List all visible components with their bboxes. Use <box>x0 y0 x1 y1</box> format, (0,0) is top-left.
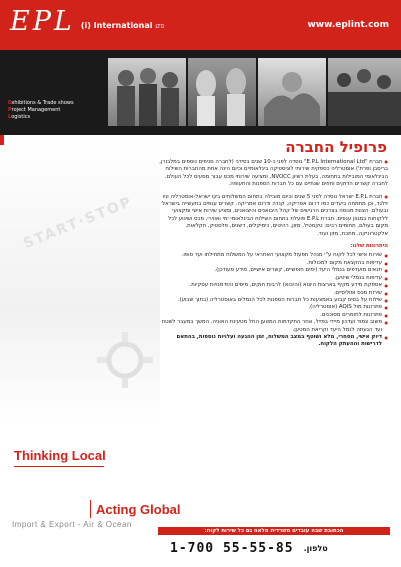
tagline-import-export: Import & Export - Air & Ocean <box>12 520 132 529</box>
phone-row <box>170 541 328 556</box>
list-item: ● פתרונות מול AQIS (אוסטרליה). <box>158 304 388 311</box>
list-item: ● שירות מכס ופוליסיים. <box>158 290 388 297</box>
profile-paragraph: ● חברת E.P.L ישראל נוסדה לפני 5 שנים וכיום מובילה בתחום המשלוחים בקו ישראל-אוסטרליה וניו זילנד, וכן מתמחה ביעדים כמו דרום אפריקה, קנדה ודרום אמריקה. קשרים ענפים בתעשייה בישראל ובעולם. הצוות מנוסה בצרכים הרגישים של קהל היבואנים והיצואנים, ומציע שירות אישי ומקצועי ללקוחות במגוון ענפים. חברת E.P.L פועלת בתחום השילוח הבינלאומי ימי ואווירי, מכס ושינוע לכל מקום בעולם, תחומים רבים: טקסטיל, מזון, רהיטים, כימיקלים, דשנים, פלסטיק, חקלאות, אלקטרוניקה, מתכת, מזון ועוד. <box>158 193 388 238</box>
profile-text-column <box>158 158 388 349</box>
list-item: ● פתרונות לחומרים מסוכנים. <box>158 312 388 319</box>
list-item: ● משוב צמוד ועדכון מיידי במייל, אחר התקדמות המטען החל מטעינת האוניה, המשך במעבר לשטח ועד הגעתה לנמל היעד וקריאת המטען. <box>158 319 388 334</box>
photo-hands <box>258 58 326 126</box>
header-band <box>0 0 401 50</box>
service-item: Exhibitions & Trade shows <box>8 100 74 106</box>
logo <box>10 8 164 35</box>
cta-bar: הכתובת שבה עובדים משרדית מלאה גם כל שירות לקוח: <box>158 527 390 535</box>
service-item: Logistics <box>8 114 31 120</box>
tagline-thinking-local: Thinking Local <box>14 448 106 463</box>
list-item: ● עדיפות בהקצאת מקום למכולות. <box>158 260 388 267</box>
page-title: פרופיל החברה <box>285 138 387 156</box>
stamp-watermark: START·STOP <box>21 193 135 253</box>
advantages-heading: היתרונות שלנו: <box>350 243 388 250</box>
list-item: ● עדיפות בנמלי שיטען. <box>158 275 388 282</box>
services-list <box>8 100 74 121</box>
logo-mark: EPL <box>10 6 75 37</box>
tagline-rule-vertical <box>90 500 91 518</box>
service-item: Project Management <box>8 107 61 113</box>
photo-statues <box>188 58 256 126</box>
phone-label: טלפון. <box>303 544 328 553</box>
tagline-rule <box>14 466 104 467</box>
list-item: ● דיוק אישי, מסחרי, מלא ושוטף במצב המשלוח, זמן ההגעה ועלויות נוספות, בהתאם לדרישות וההעתק הלקוח. <box>158 334 388 349</box>
gear-icon <box>95 330 155 390</box>
list-item: ● שירות אישי לכל לקוח ע"י מנהל תפעול מקצועי האחראי על המשלוח מתחילתו ועד סופו. <box>158 252 388 259</box>
advantages-list <box>158 252 388 348</box>
list-item: ● שילוח על בסיס קבוע באמצעות כל חברות הספנות לכל הנמלים באוסטרליה (בתוך שבוע). <box>158 297 388 304</box>
photo-crowd <box>328 58 401 126</box>
list-item: ● אספקת מידע מקיף בארצות היצוא (והיבוא) לרבות חוקים, מיסים והזדמנויות עסקיות. <box>158 282 388 289</box>
accent-bar <box>0 135 4 145</box>
photo-people <box>108 58 186 126</box>
phone-number[interactable]: 1-700 55-55-85 <box>170 541 294 556</box>
company-name: (i) International LTD <box>80 21 165 30</box>
profile-paragraph: ● חברת "E.P.L International Ltd" נוסדה לפני כ-10 שנים בסידני (לחברה סניפים נוספים במלבורן, בריסבן ופרת') אוסטרליה כספקית שירותי לוגיסטיקה בינלאומיים וכיום הינה אחת מהחברות השילוח הבינלאומי המובילות בתחומה, בעלת רשיון NVOCC, ומציעה שירותי מכס עבור מסעים לכל העולם. לחברה קשרים הדוקים וחוזים שנתיים עם כל חברות הספנות והתעופה. <box>158 158 388 189</box>
list-item: ● תנאים מועדפים בנמלי היעד (ימים חופשיים, קשרים אישיים, מידע מעודכן). <box>158 267 388 274</box>
tagline-acting-global: Acting Global <box>96 502 181 517</box>
website-link[interactable]: www.eplint.com <box>307 20 389 30</box>
